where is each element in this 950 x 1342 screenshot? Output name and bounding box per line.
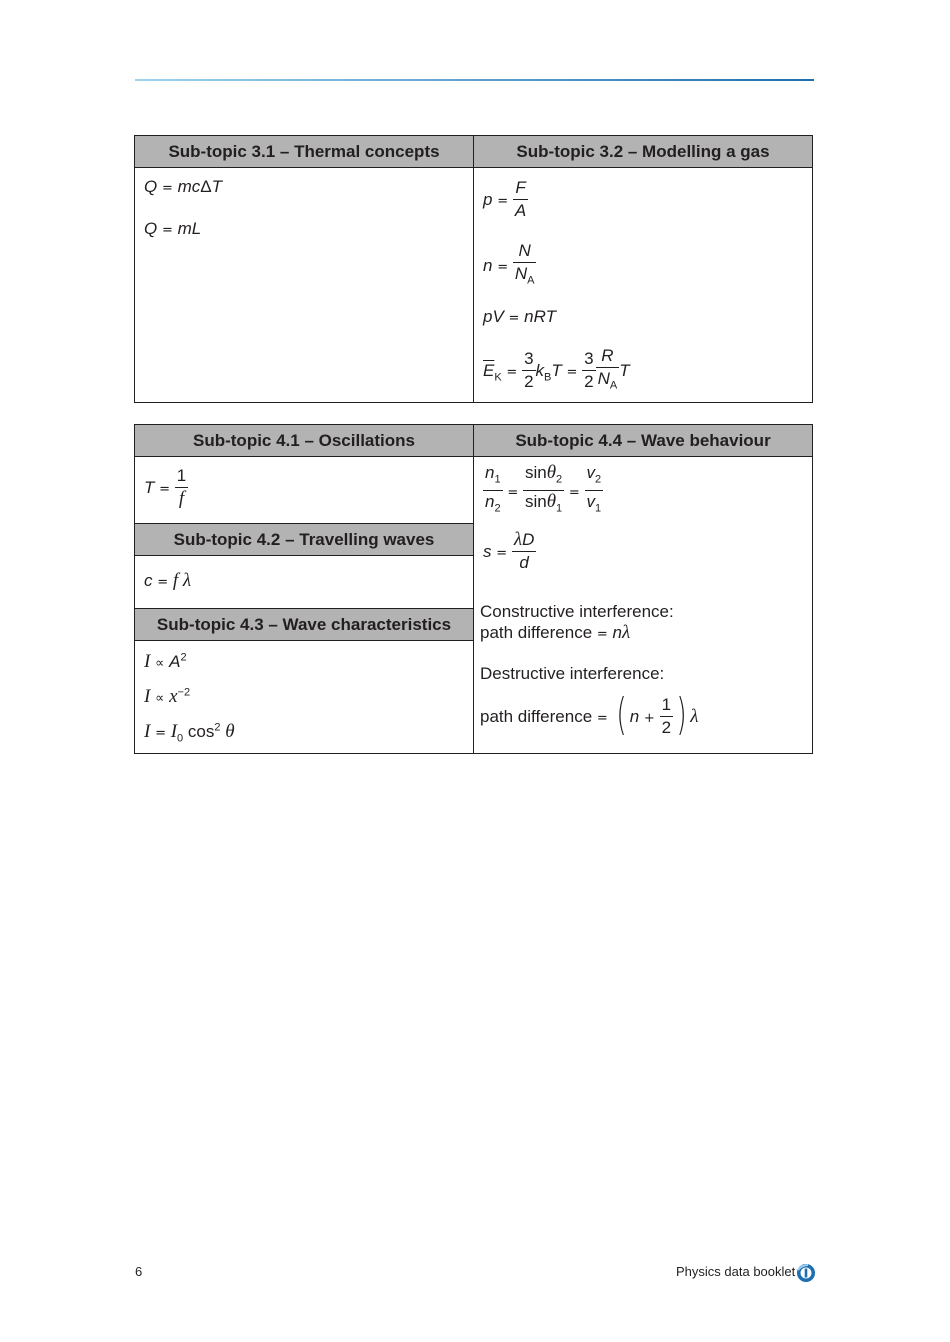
subtopic-3-1-header: Sub-topic 3.1 – Thermal concepts: [135, 136, 474, 168]
malus-law-equation: $I = I_0$ $\cos^2 \theta$: [144, 721, 235, 745]
ideal-gas-equation: pV = nRT: [483, 307, 556, 326]
latent-heat-equation: Q = mL: [144, 219, 202, 238]
footer-title: Physics data booklet: [676, 1264, 796, 1279]
formula-table-topic-3: [134, 135, 813, 403]
path-difference-label: path difference: [480, 623, 593, 642]
constructive-path-difference: path difference = nλ: [480, 622, 631, 643]
constructive-interference-label: Constructive interference:: [480, 602, 674, 621]
wave-behaviour-equations: [474, 457, 812, 751]
destructive-path-difference: path difference = ( n + $\frac{1}{2}$ ) λ: [480, 688, 699, 740]
page-number: 6: [135, 1264, 143, 1279]
subtopic-4-3-header: Sub-topic 4.3 – Wave characteristics: [135, 609, 474, 641]
moles-equation: n = $\frac{N}{N_A}$: [483, 241, 535, 287]
period-equation: T = $\frac{1}{f}$: [144, 466, 187, 509]
intensity-amplitude-equation: $I \propto A^2$: [144, 651, 187, 672]
subtopic-4-2-header: Sub-topic 4.2 – Travelling waves: [135, 524, 474, 556]
intensity-distance-equation: $I \propto x^{-2}$: [144, 686, 191, 707]
wave-speed-equation: c = f λ: [144, 570, 192, 591]
snells-law-equation: $\frac{n_1}{n_2}$ = $\frac{\sin\theta_2}{\sin\theta_1}$ = $\frac{v_2}{v_1}$: [485, 462, 602, 515]
specific-heat-equation: Q = mcΔT: [144, 177, 223, 196]
subtopic-3-2-header: Sub-topic 3.2 – Modelling a gas: [474, 136, 813, 168]
pressure-equation: p = $\frac{F}{A}$: [483, 178, 527, 220]
subtopic-4-4-header: Sub-topic 4.4 – Wave behaviour: [474, 425, 813, 457]
destructive-interference-label: Destructive interference:: [480, 664, 665, 683]
header-rule: [135, 79, 814, 81]
fringe-spacing-equation: s = $\frac{\lambda D}{d}$: [483, 529, 535, 572]
path-difference-label: path difference: [480, 706, 593, 726]
subtopic-4-1-header: Sub-topic 4.1 – Oscillations: [135, 425, 474, 457]
kinetic-energy-equation: $\overline{E}_K$ = $\frac{3}{2}$ $k_BT$ = $\frac{3}{2}$ $\frac{R}{N_A}$ T: [483, 346, 630, 392]
formula-table-topic-4: [134, 424, 813, 754]
ib-logo-icon: [796, 1263, 816, 1283]
